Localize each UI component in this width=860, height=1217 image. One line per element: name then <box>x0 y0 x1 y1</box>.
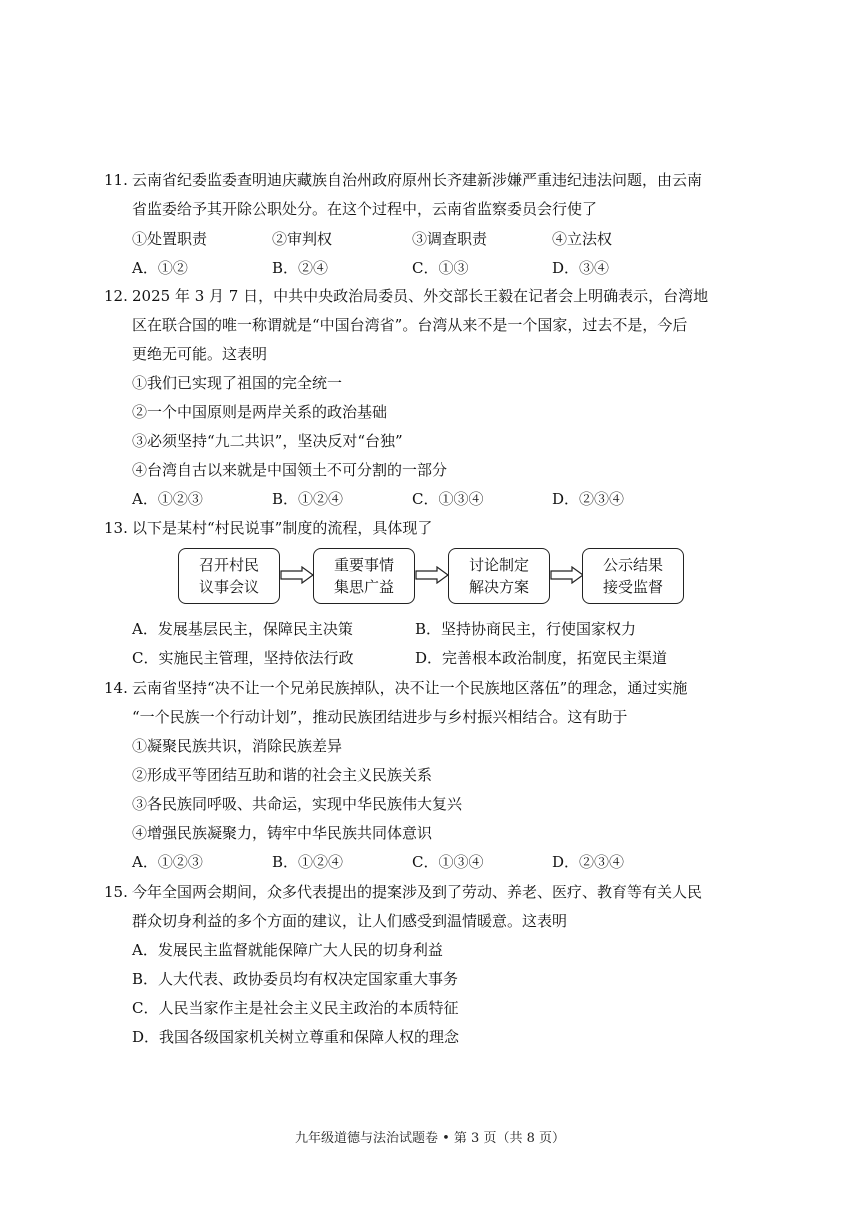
question-stem: “一个民族一个行动计划”，推动民族团结进步与乡村振兴相结合。这有助于 <box>132 708 628 726</box>
statement-item: ①处置职责 <box>132 230 208 248</box>
statement-item: ③调查职责 <box>412 230 488 248</box>
option-a[interactable]: A．①②③ <box>132 853 203 871</box>
question-stem: 省监委给予其开除公职处分。在这个过程中，云南省监察委员会行使了 <box>132 200 598 218</box>
option-b[interactable]: B．人大代表、政协委员均有权决定国家重大事务 <box>132 970 459 988</box>
statement-item: ①我们已实现了祖国的完全统一 <box>132 374 343 392</box>
question-number: 12. <box>104 287 128 305</box>
statement-item: ②一个中国原则是两岸关系的政治基础 <box>132 403 388 421</box>
option-d[interactable]: D．②③④ <box>552 490 625 508</box>
question-number: 13. <box>104 519 128 537</box>
option-row <box>132 485 742 514</box>
question-stem: 今年全国两会期间，众多代表提出的提案涉及到了劳动、养老、医疗、教育等有关人民 <box>132 883 703 901</box>
statement-item: ③各民族同呼吸、共命运，实现中华民族伟大复兴 <box>132 795 463 813</box>
option-a[interactable]: A．发展民主监督就能保障广大人民的切身利益 <box>132 941 443 959</box>
option-a[interactable]: A．①②③ <box>132 490 203 508</box>
question-number: 15. <box>104 883 128 901</box>
flow-step-line: 接受监督 <box>602 578 663 596</box>
flow-step-2 <box>313 548 415 604</box>
question-13 <box>104 514 742 543</box>
flow-step-line: 集思广益 <box>333 578 394 596</box>
flow-arrow-icon <box>280 566 314 584</box>
option-c[interactable]: C．实施民主管理，坚持依法行政 <box>132 649 354 667</box>
question-stem: 群众切身利益的多个方面的建议，让人们感受到温情暖意。这表明 <box>132 912 568 930</box>
question-14 <box>104 674 742 877</box>
question-stem: 更绝无可能。这表明 <box>132 345 268 363</box>
option-row <box>132 615 742 644</box>
option-c[interactable]: C．人民当家作主是社会主义民主政治的本质特征 <box>132 999 459 1017</box>
statement-item: ②审判权 <box>272 230 333 248</box>
option-b[interactable]: B．②④ <box>272 259 329 277</box>
flow-step-1 <box>178 548 280 604</box>
option-d[interactable]: D．②③④ <box>552 853 625 871</box>
question-15 <box>104 878 742 1052</box>
option-d[interactable]: D．完善根本政治制度，拓宽民主渠道 <box>415 649 668 667</box>
question-12 <box>104 282 742 514</box>
option-b[interactable]: B．①②④ <box>272 853 344 871</box>
option-d[interactable]: D．我国各级国家机关树立尊重和保障人权的理念 <box>132 1028 460 1046</box>
statement-item: ④增强民族凝聚力，铸牢中华民族共同体意识 <box>132 824 433 842</box>
option-a[interactable]: A．①② <box>132 259 188 277</box>
question-stem: 以下是某村“村民说事”制度的流程，具体现了 <box>132 519 433 537</box>
option-row <box>132 644 742 673</box>
question-number: 11. <box>104 171 128 189</box>
question-stem: 云南省纪委监委查明迪庆藏族自治州政府原州长齐建新涉嫌严重违纪违法问题，由云南 <box>132 171 703 189</box>
question-number: 14. <box>104 679 128 697</box>
process-flowchart <box>178 548 688 608</box>
statement-item: ④台湾自古以来就是中国领土不可分割的一部分 <box>132 461 448 479</box>
option-c[interactable]: C．①③ <box>412 259 469 277</box>
question-11 <box>104 166 742 283</box>
flow-step-line: 公示结果 <box>602 556 663 574</box>
option-a[interactable]: A．发展基层民主，保障民主决策 <box>132 620 353 638</box>
option-row <box>132 848 742 877</box>
question-stem: 云南省坚持“决不让一个兄弟民族掉队，决不让一个民族地区落伍”的理念，通过实施 <box>132 679 688 697</box>
flow-step-line: 召开村民 <box>198 556 259 574</box>
statement-item: ②形成平等团结互助和谐的社会主义民族关系 <box>132 766 433 784</box>
flow-arrow-icon <box>550 566 584 584</box>
statement-item: ③必须坚持“九二共识”，坚决反对“台独” <box>132 432 403 450</box>
flow-step-line: 重要事情 <box>333 556 394 574</box>
question-stem: 区在联合国的唯一称谓就是“中国台湾省”。台湾从来不是一个国家，过去不是，今后 <box>132 316 688 334</box>
flow-step-line: 议事会议 <box>198 578 259 596</box>
flow-step-3 <box>448 548 550 604</box>
question-13-options <box>132 615 742 673</box>
statement-row <box>132 225 742 254</box>
question-stem: 2025 年 3 月 7 日，中共中央政治局委员、外交部长王毅在记者会上明确表示，台湾地 <box>132 287 709 305</box>
option-b[interactable]: B．坚持协商民主，行使国家权力 <box>415 620 637 638</box>
option-c[interactable]: C．①③④ <box>412 853 484 871</box>
flow-arrow-icon <box>415 566 449 584</box>
option-d[interactable]: D．③④ <box>552 259 610 277</box>
option-row <box>132 254 742 283</box>
option-b[interactable]: B．①②④ <box>272 490 344 508</box>
flow-step-line: 解决方案 <box>468 578 529 596</box>
flow-step-line: 讨论制定 <box>468 556 529 574</box>
statement-item: ④立法权 <box>552 230 613 248</box>
flow-step-4 <box>582 548 684 604</box>
page-footer: 九年级道德与法治试题卷 • 第 3 页（共 8 页） <box>294 1131 565 1146</box>
statement-item: ①凝聚民族共识，消除民族差异 <box>132 737 343 755</box>
option-c[interactable]: C．①③④ <box>412 490 484 508</box>
